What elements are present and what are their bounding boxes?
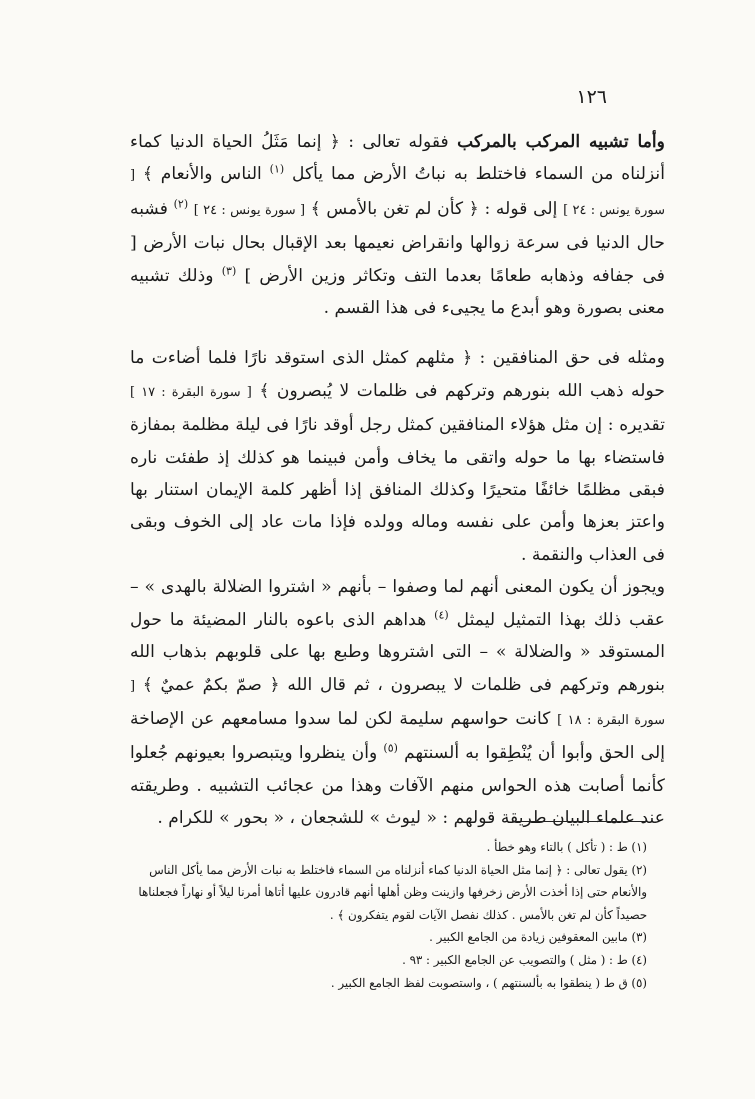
- section-lead: وأما تشبيه المركب بالمركب: [457, 132, 665, 152]
- surah-reference: [ سورة يونس : ٢٤ ]: [193, 202, 306, 218]
- footnote-marker: (٢): [173, 197, 189, 211]
- footnote-4: (٤) ط : ( مثل ) والتصويب عن الجامع الكبير : ٩٣ .: [402, 952, 647, 967]
- paragraph-composite-simile: [130, 126, 665, 324]
- footnote-marker: (٥): [383, 741, 398, 755]
- footnotes: [115, 836, 647, 994]
- page-number: ١٢٦: [576, 86, 607, 108]
- text-segment: وأن ينظروا ويتبصروا بعيونهم جُعلوا كأنما أصابت هذه الحواس منهم الآفات وهذا من عجائب التشبيه . وطريقته عند علماء البيان طريقة قولهم : « ليوث » للشجعان ، « بحور » للكرام .: [130, 743, 665, 829]
- text-segment: فقوله تعالى : ﴿ إنما مَثَلُ الحياة الدنيا كماء أنزلناه من السماء فاختلط به نباتُ الأرض مما يأكل: [130, 132, 665, 185]
- text-segment: ومثله فى حق المنافقين : ﴿ مثلهم كمثل الذى استوقد نارًا فلما أضاءت ما حوله ذهب الله بنورهم وتركهم فى ظلمات لا يُبصرون ﴾: [130, 348, 665, 401]
- text-segment: وذلك تشبيه معنى بصورة وهو أبدع ما يجيىء فى هذا القسم .: [130, 265, 665, 319]
- text-segment: هداهم الذى باعوه بالنار المضيئة ما حول المستوقد « والضلالة » – التى اشتروها وطبع بها على قلوبهم بذهاب الله بنورهم وتركهم فى ظلمات لا يبصرون ، ثم قال الله ﴿ صمّ بكمٌ عميٌ ﴾: [130, 609, 665, 695]
- text-segment: كانت حواسهم سليمة لكن لما سدوا مسامعهم عن الإصاخة إلى الحق وأبوا أن يُنْطِقوا به ألسنتهم: [130, 708, 665, 764]
- surah-reference: [ سورة يونس : ٢٤ ]: [130, 168, 665, 218]
- footnote-1: (١) ط : ( تأكل ) بالتاء وهو خطأ .: [486, 840, 647, 854]
- footnote-marker: (٤): [434, 607, 449, 621]
- footnote-marker: (١): [269, 162, 285, 176]
- footnote-2: (٢) يقول تعالى : ﴿ إنما مثل الحياة الدنيا كماء أنزلناه من السماء فاختلط به نبات الأرض مما يأكل الناس والأنعام حتى إذا أخذت الأرض زخرفها وازينت وظن أهلها أنهم قادرون عليها أتاها أمرنا ليلاً أو نهاراً فجعلناها حصيداً كأن لم تغن بالأمس . كذلك نفصل الآيات لقوم يتفكرون ﴾ .: [138, 862, 647, 922]
- footnote-marker: (٣): [221, 263, 237, 277]
- footnote-3: (٣) مابين المعقوفين زيادة من الجامع الكبير .: [429, 930, 647, 945]
- main-text: [130, 126, 665, 835]
- text-segment: ويجوز أن يكون المعنى أنهم لما وصفوا – بأنهم « اشتروا الضلالة بالهدى » – عقب ذلك بهذا التمثيل ليمثل: [130, 577, 665, 630]
- text-segment: فشبه حال الدنيا فى سرعة زوالها وانقراض نعيمها بعد الإقبال بحال نبات الأرض [ فى جفافه وذهابه طعامًا بعدما التف وتكاثر وزين الأرض ]: [130, 198, 665, 286]
- text-segment: الناس والأنعام ﴾: [142, 164, 270, 185]
- paragraph-hypocrites: [130, 342, 665, 834]
- footnote-5: (٥) ق ط ( ينطقوا به بألسنتهم ) ، واستصوبت لفظ الجامع الكبير .: [330, 975, 647, 990]
- surah-reference: [ سورة البقرة : ١٧ ]: [130, 384, 252, 400]
- text-segment: تقديره : إن مثل هؤلاء المنافقين كمثل رجل أوقد نارًا فى ليلة مظلمة بمفازة فاستضاء بها ما حوله واتقى ما يخاف وأمن فبينما هو كذلك إذ طفئت ناره فبقى مظلمًا خائفًا متحيرًا وكذلك المنافق إذا أظهر كلمة الإيمان استنار بها واعتز بعزها وأمن على نفسه وماله وولده فإذا مات عاد إلى الخوف وبقى فى العذاب والنقمة .: [130, 415, 665, 565]
- text-segment: إلى قوله : ﴿ كأن لم تغن بالأمس ﴾: [310, 198, 564, 219]
- footnote-divider: [512, 821, 647, 822]
- surah-reference: [ سورة البقرة : ١٨ ]: [130, 678, 665, 728]
